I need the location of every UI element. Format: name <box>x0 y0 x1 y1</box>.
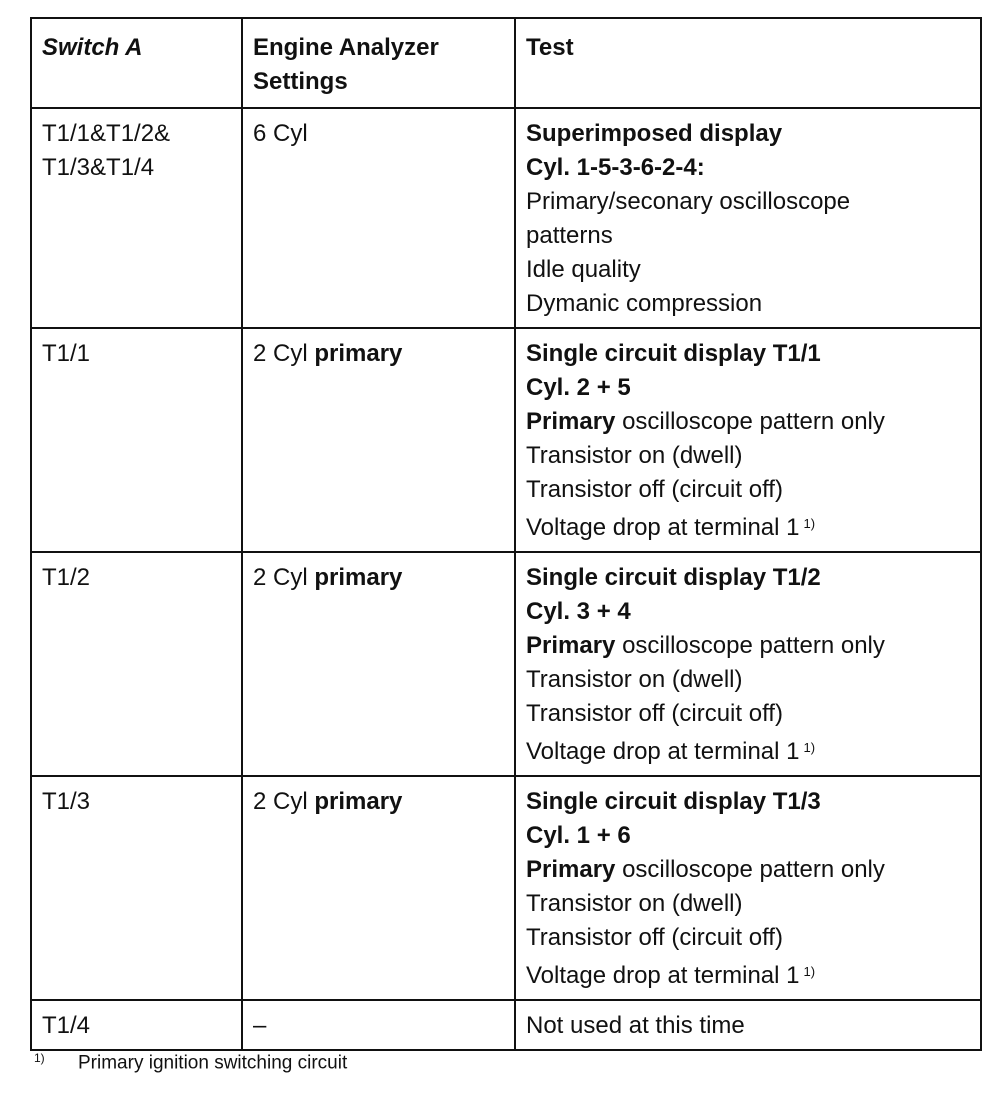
test-voltage-line <box>526 507 970 545</box>
test-title: Single circuit display T1/1 <box>526 340 821 367</box>
table-row <box>31 552 981 776</box>
test-line: Primary/seconary oscilloscope <box>526 188 851 215</box>
test-cylinders: Cyl. 1-5-3-6-2-4: <box>526 154 705 181</box>
cropped-heading-fragment <box>30 0 590 6</box>
footnote-marker: 1) <box>34 1051 45 1065</box>
test-line: Transistor off (circuit off) <box>526 700 783 728</box>
setting-cell <box>242 776 515 1000</box>
switch-cell <box>31 776 242 1000</box>
table-row <box>31 1000 981 1050</box>
switch-text: T1/4 <box>42 1012 91 1040</box>
test-title: Single circuit display T1/3 <box>526 788 821 816</box>
setting-text: 2 Cyl <box>253 788 308 816</box>
switch-text: T1/3 <box>42 788 91 816</box>
test-primary-bold: Primary <box>526 408 616 435</box>
table-row <box>31 776 981 1000</box>
setting-text: – <box>253 1012 267 1040</box>
test-line: patterns <box>526 222 613 249</box>
test-line: Transistor on (dwell) <box>526 890 743 918</box>
test-primary-line <box>526 405 970 439</box>
switch-cell <box>31 328 242 552</box>
test-primary-rest: oscilloscope pattern only <box>622 408 885 435</box>
switch-line: T1/1&T1/2& <box>42 120 171 147</box>
setting-cell <box>242 108 515 328</box>
test-title: Superimposed display <box>526 120 783 147</box>
header-engine-analyzer-settings <box>242 18 515 108</box>
switch-text: T1/1 <box>42 340 91 367</box>
test-primary-bold: Primary <box>526 856 616 884</box>
footnote-ref: 1) <box>803 964 816 980</box>
switch-settings-table <box>30 17 982 1051</box>
test-primary-rest: oscilloscope pattern only <box>622 632 885 660</box>
switch-cell <box>31 108 242 328</box>
test-text: Not used at this time <box>526 1012 745 1040</box>
footnote <box>34 1046 734 1076</box>
switch-cell <box>31 1000 242 1050</box>
test-cell <box>515 328 981 552</box>
test-cylinders: Cyl. 1 + 6 <box>526 822 631 850</box>
test-cylinders: Cyl. 3 + 4 <box>526 598 631 626</box>
switch-line: T1/3&T1/4 <box>42 154 155 181</box>
setting-cell <box>242 1000 515 1050</box>
setting-emphasis: primary <box>314 340 403 367</box>
setting-emphasis: primary <box>314 788 403 816</box>
setting-text: 2 Cyl <box>253 564 308 592</box>
test-cell <box>515 108 981 328</box>
test-voltage-text: Voltage drop at terminal 1 <box>526 738 800 766</box>
test-voltage-text: Voltage drop at terminal 1 <box>526 962 800 990</box>
test-title: Single circuit display T1/2 <box>526 564 821 592</box>
switch-text: T1/2 <box>42 564 91 592</box>
test-cell <box>515 776 981 1000</box>
test-line: Transistor off (circuit off) <box>526 476 783 503</box>
setting-cell <box>242 552 515 776</box>
test-cylinders: Cyl. 2 + 5 <box>526 374 631 401</box>
test-voltage-line <box>526 955 970 993</box>
header-settings-line-2: Settings <box>253 68 348 95</box>
header-switch-a: Switch A <box>31 18 242 108</box>
test-primary-line <box>526 853 970 887</box>
test-line: Transistor on (dwell) <box>526 666 743 694</box>
table-header-row <box>31 18 981 108</box>
test-line: Transistor on (dwell) <box>526 442 743 469</box>
table-row <box>31 328 981 552</box>
test-primary-rest: oscilloscope pattern only <box>622 856 885 884</box>
setting-text: 6 Cyl <box>253 120 308 147</box>
footnote-text: Primary ignition switching circuit <box>78 1052 348 1074</box>
test-voltage-line <box>526 731 970 769</box>
test-line: Transistor off (circuit off) <box>526 924 783 952</box>
header-settings-line-1: Engine Analyzer <box>253 34 439 61</box>
test-line: Dymanic compression <box>526 290 763 317</box>
footnote-ref: 1) <box>803 516 816 531</box>
test-primary-line <box>526 629 970 663</box>
test-voltage-text: Voltage drop at terminal 1 <box>526 514 800 542</box>
setting-cell <box>242 328 515 552</box>
test-line: Idle quality <box>526 256 641 283</box>
setting-emphasis: primary <box>314 564 403 592</box>
footnote-ref: 1) <box>803 740 816 756</box>
table-row <box>31 108 981 328</box>
test-primary-bold: Primary <box>526 632 616 660</box>
setting-text: 2 Cyl <box>253 340 308 367</box>
switch-cell <box>31 552 242 776</box>
header-test: Test <box>515 18 981 108</box>
test-cell <box>515 1000 981 1050</box>
test-cell <box>515 552 981 776</box>
